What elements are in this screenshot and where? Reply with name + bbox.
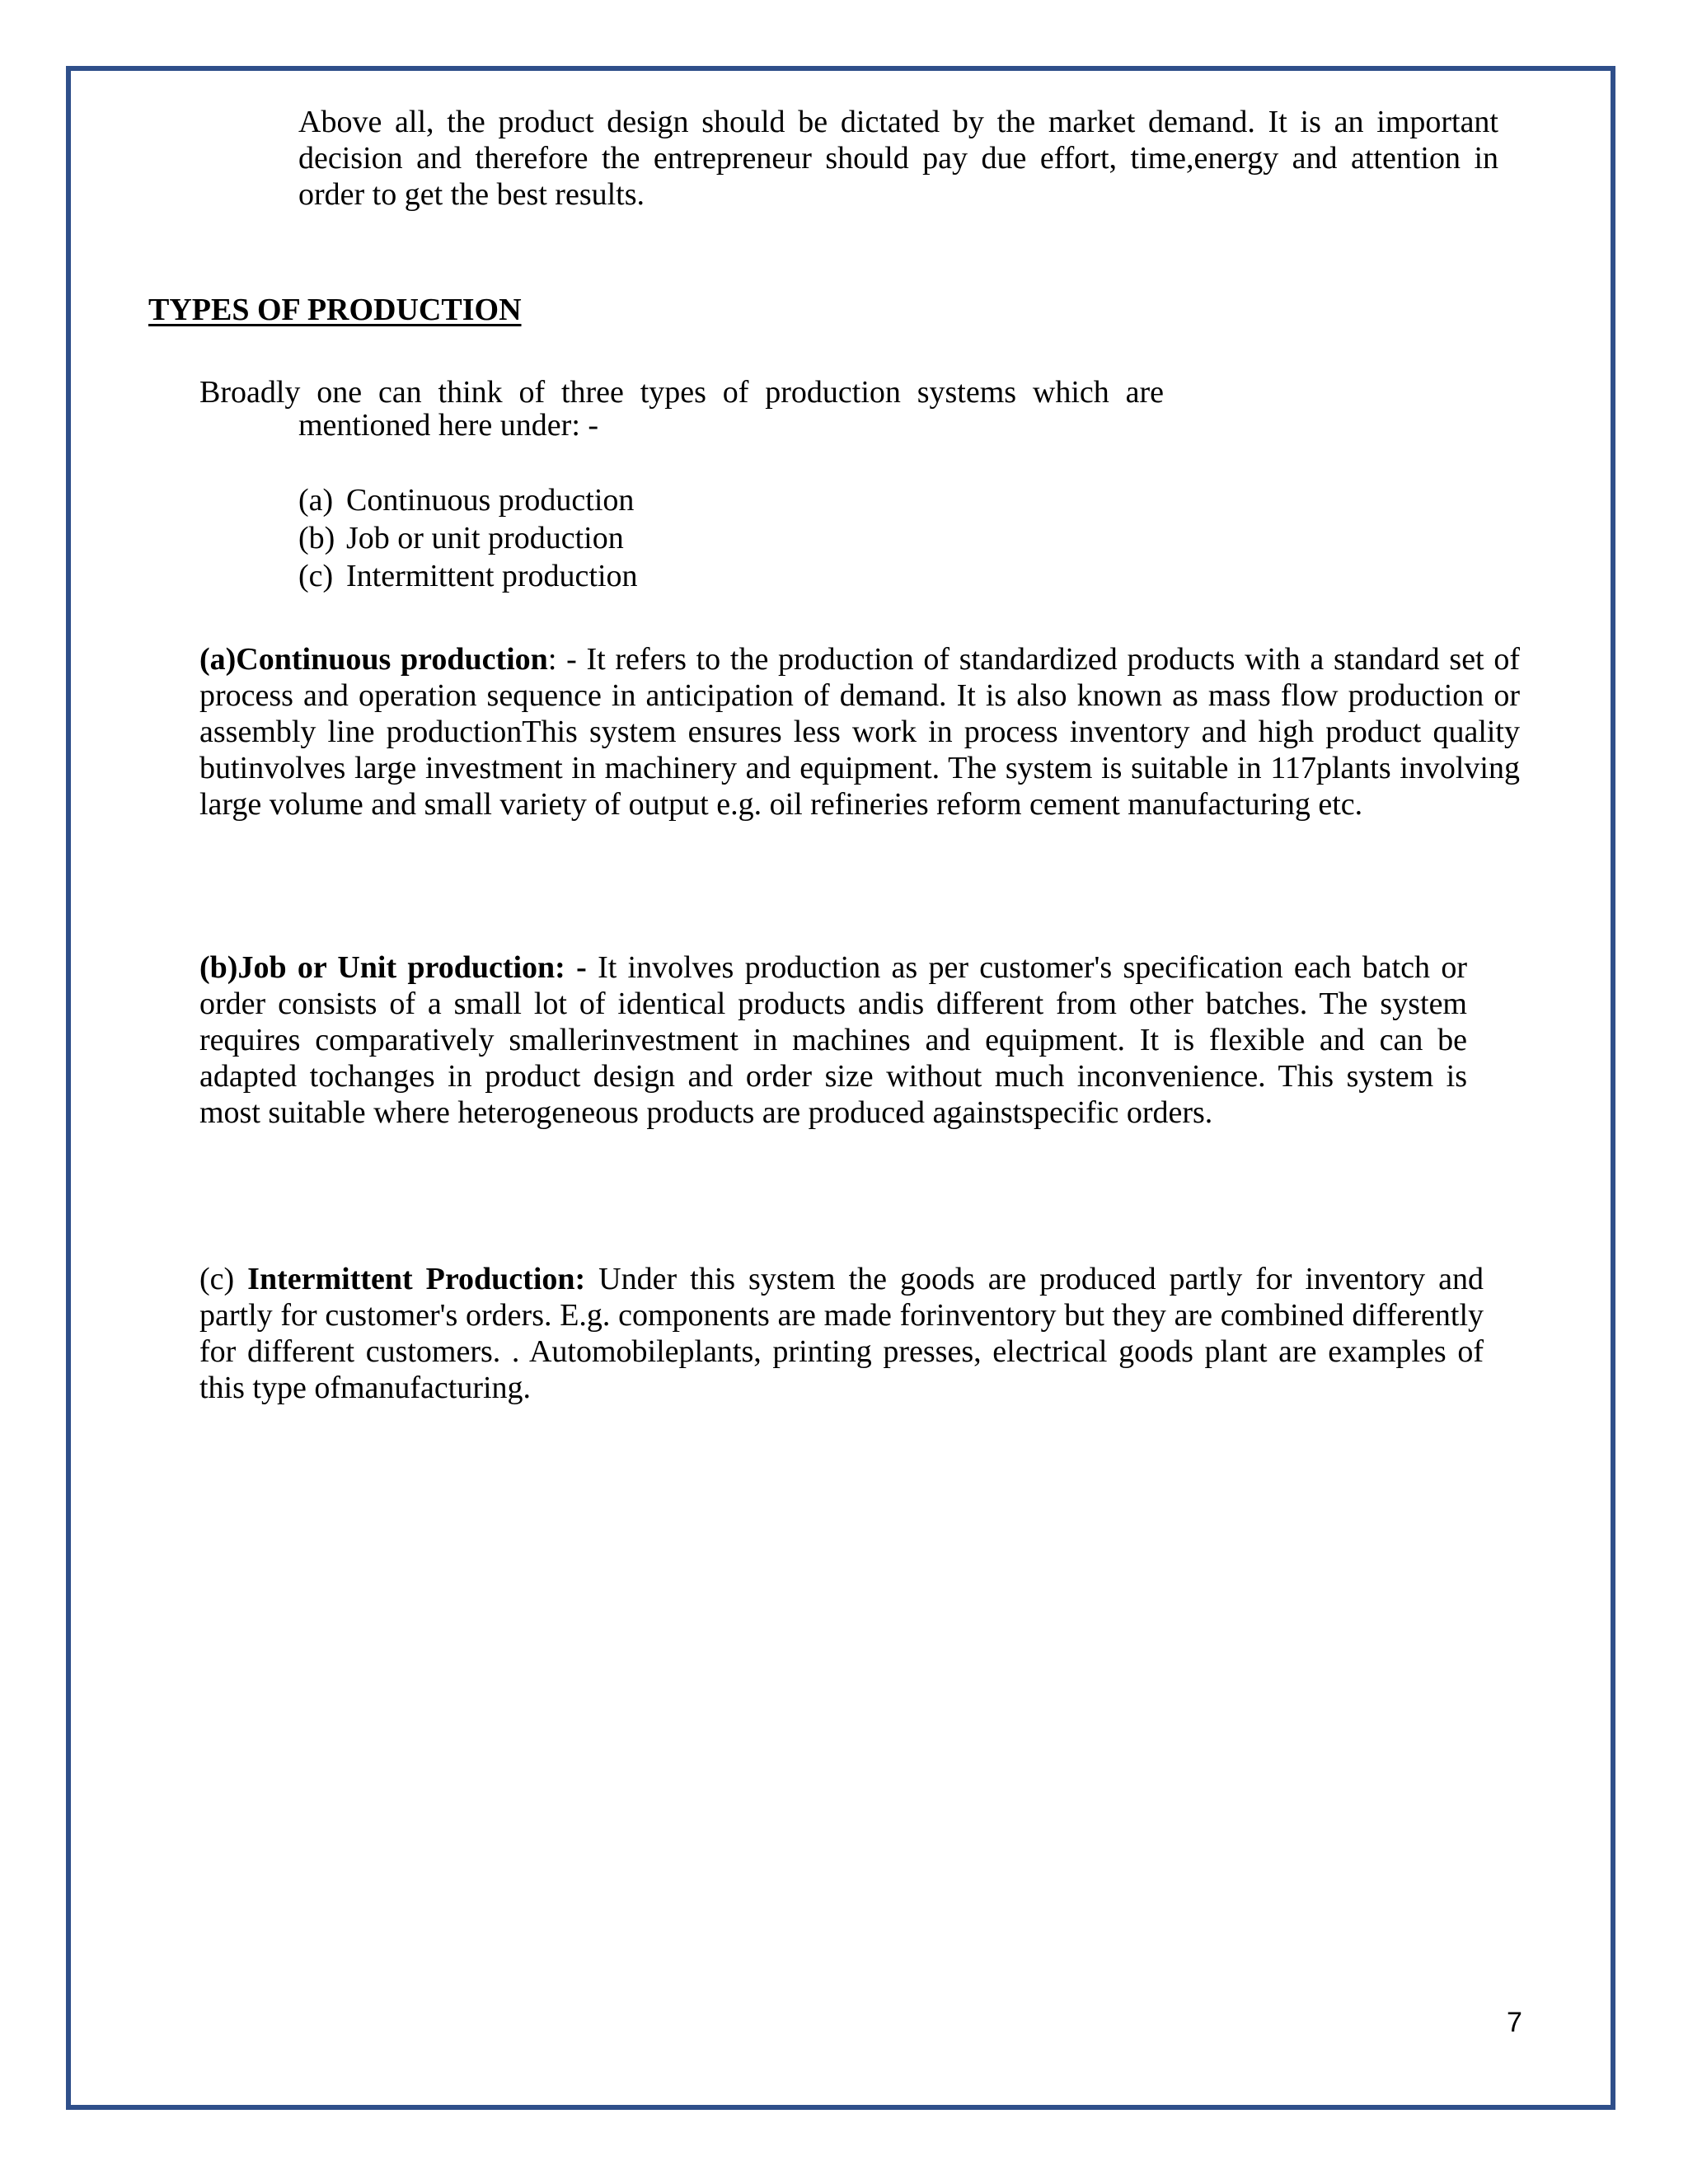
intro-sentence-line-1: Broadly one can think of three types of production systems which are — [199, 375, 1164, 410]
job-production-paragraph — [199, 949, 1467, 1131]
list-item — [298, 481, 638, 519]
paragraph-body: : - It refers to the production of standardized products with a standard set of process and operation sequence in anticipation of demand. It is also known as mass flow production or assembly line productionThis system ensures less work in process inventory and high product quality butinvolves large investment in machinery and equipment. The system is suitable in 117plants involving large volume and small variety of output e.g. oil refineries reform cement manufacturing etc. — [199, 642, 1520, 822]
page-number: 7 — [1507, 2007, 1522, 2038]
section-heading: TYPES OF PRODUCTION — [148, 293, 522, 327]
paragraph-prefix: (c) — [199, 1262, 248, 1296]
list-marker: (a) — [298, 483, 334, 518]
list-marker: (b) — [298, 521, 335, 555]
list-marker: (c) — [298, 559, 334, 593]
paragraph-body: Under this system the goods are produced partly for inventory and partly for customer's orders. E.g. components are made forinventory but they are combined differently for different customers. . Automobileplants, printing presses, electrical goods plant are examples of this type ofmanufacturing. — [199, 1262, 1484, 1405]
list-item — [298, 519, 638, 557]
list-item — [298, 557, 638, 595]
paragraph-body: It involves production as per customer's specification each batch or order consists of a small lot of identical products andis different from other batches. The system requires comparatively smallerinvestment in machines and equipment. It is flexible and can be adapted tochanges in product design and order size without much inconvenience. This system is most suitable where heterogeneous products are produced againstspecific orders. — [199, 950, 1467, 1130]
paragraph-label: Intermittent Production: — [247, 1262, 586, 1296]
intro-sentence-line-2: mentioned here under: - — [298, 408, 599, 443]
paragraph-label: (a)Continuous production — [199, 642, 548, 677]
continuous-production-paragraph — [199, 641, 1520, 823]
list-item-text: Continuous production — [346, 483, 635, 518]
paragraph-label: (b)Job or Unit production: - — [199, 950, 587, 985]
production-types-list — [298, 481, 638, 595]
list-item-text: Job or unit production — [346, 521, 624, 555]
list-item-text: Intermittent production — [346, 559, 638, 593]
intro-paragraph: Above all, the product design should be dictated by the market demand. It is an important decision and therefore the entrepreneur should pay due effort, time,energy and attention in order to get the best results. — [298, 105, 1498, 212]
intermittent-production-paragraph — [199, 1261, 1484, 1406]
